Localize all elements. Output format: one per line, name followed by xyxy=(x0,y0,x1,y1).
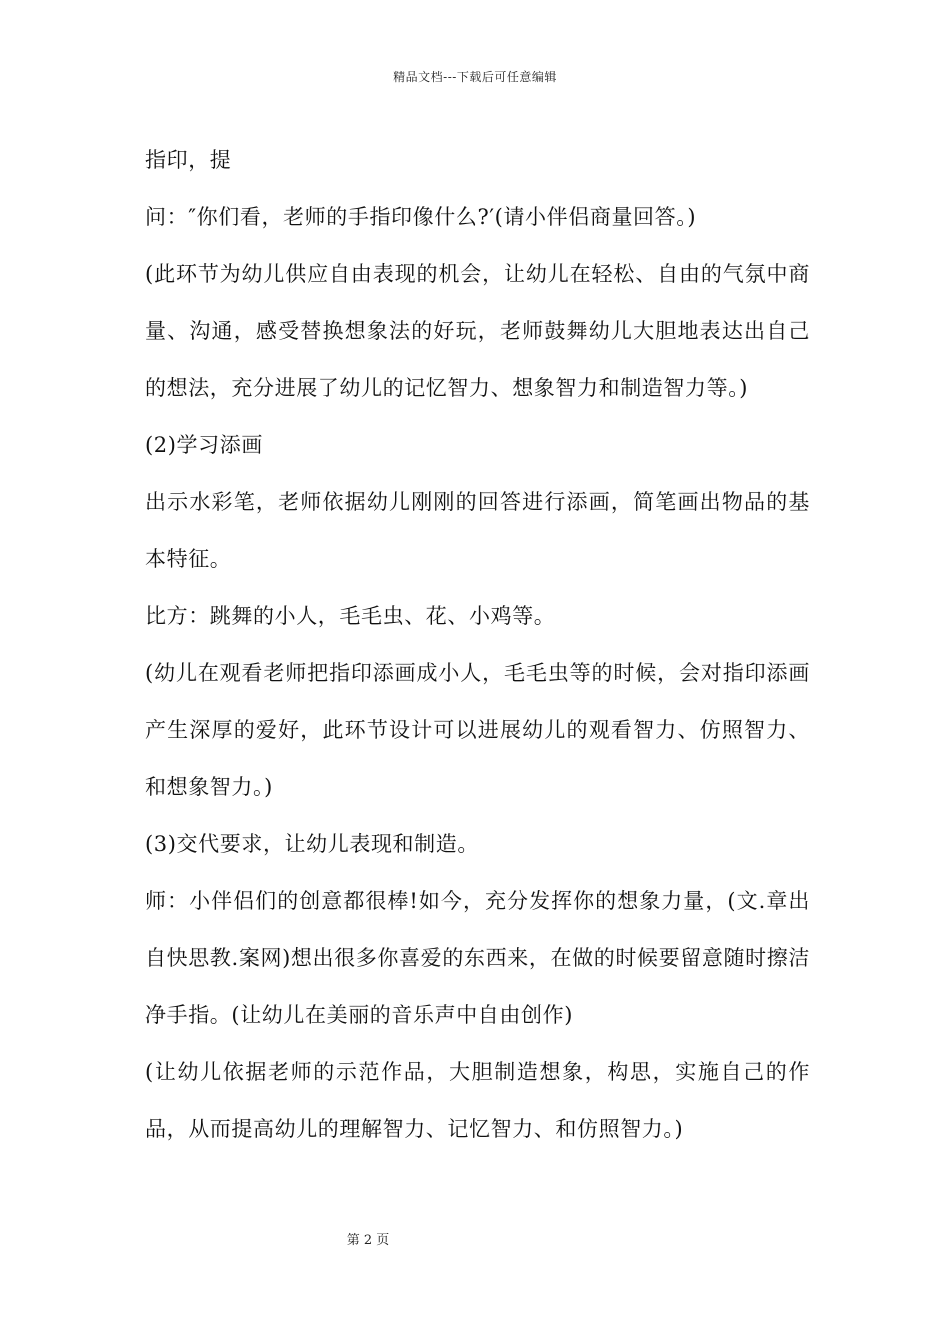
page-header: 精品文档---下载后可任意编辑 xyxy=(393,70,557,84)
paragraph-10: (让幼儿依据老师的示范作品，大胆制造想象，构思，实施自己的作品，从而提高幼儿的理解智力、记忆智力、和仿照智力。) xyxy=(145,1060,810,1141)
page-number: 第 2 页 xyxy=(346,1233,390,1248)
paragraph-2: 问：″你们看，老师的手指印像什么?′(请小伴侣商量回答。) xyxy=(145,205,697,229)
paragraph-6: 比方：跳舞的小人，毛毛虫、花、小鸡等。 xyxy=(145,604,556,628)
paragraph-9: 师：小伴侣们的创意都很棒!如今，充分发挥你的想象力量，(文.章出自快思教.案网)想出很多你喜爱的东西来，在做的时候要留意随时擦洁净手指。(让幼儿在美丽的音乐声中自由创作) xyxy=(145,889,810,1027)
paragraph-1: 指印，提 xyxy=(145,148,232,172)
document-body xyxy=(145,132,810,1158)
paragraph-3: (此环节为幼儿供应自由表现的机会，让幼儿在轻松、自由的气氛中商量、沟通，感受替换想象法的好玩，老师鼓舞幼儿大胆地表达出自己的想法，充分进展了幼儿的记忆智力、想象智力和制造智力等。) xyxy=(145,262,810,400)
paragraph-4: (2)学习添画 xyxy=(145,433,263,457)
paragraph-7: (幼儿在观看老师把指印添画成小人，毛毛虫等的时候，会对指印添画产生深厚的爱好，此环节设计可以进展幼儿的观看智力、仿照智力、和想象智力。) xyxy=(145,661,810,799)
paragraph-8: (3)交代要求，让幼儿表现和制造。 xyxy=(145,832,479,856)
paragraph-5: 出示水彩笔，老师依据幼儿刚刚的回答进行添画，简笔画出物品的基本特征。 xyxy=(145,490,810,571)
